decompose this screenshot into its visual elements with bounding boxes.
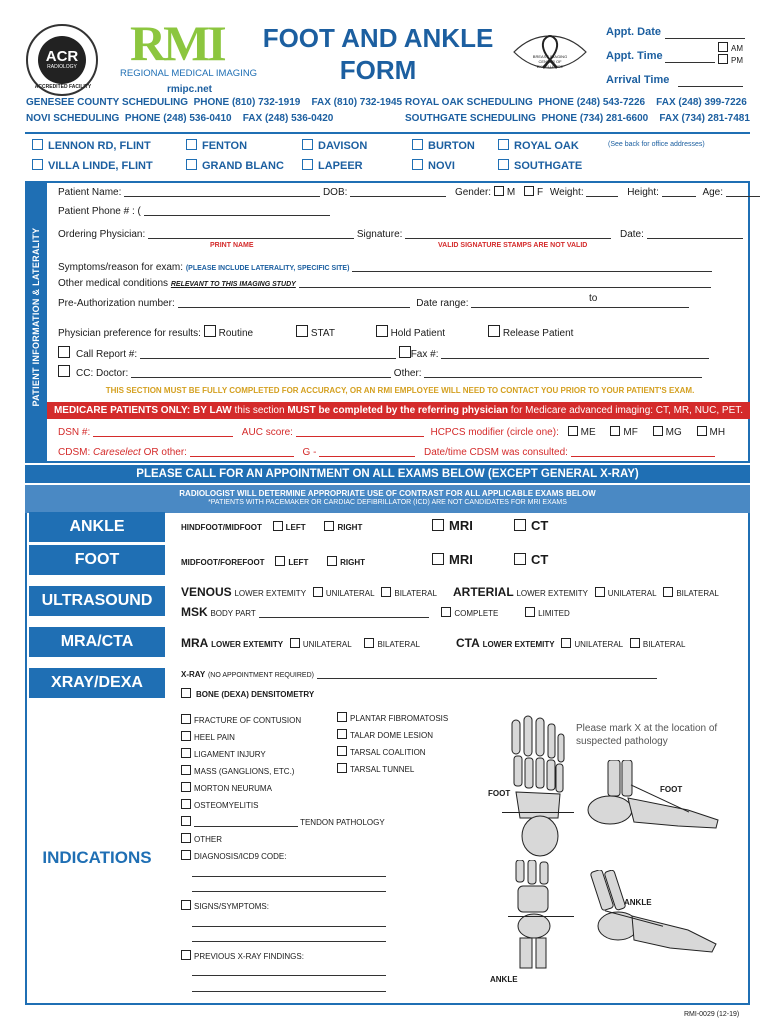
ankle-mri-label: MRI [449,518,473,533]
ankle-xray-lateral[interactable] [578,870,728,960]
foot-section-label: FOOT [29,545,165,575]
website[interactable]: rmipc.net [167,84,213,95]
mg-label: MG [665,427,682,438]
date-range-label: Date range: [416,298,469,309]
medicare-c: MUST be completed by the referring physician [287,405,508,416]
am-checkbox[interactable] [718,42,728,52]
preauth-label: Pre-Authorization number: [58,298,175,309]
preauth-field[interactable] [178,297,410,308]
symptoms-field[interactable] [352,261,712,272]
cta-label: CTA [456,636,480,650]
foot-left-checkbox[interactable] [275,556,285,566]
patient-name-row [58,186,760,198]
location-davison[interactable] [302,139,367,152]
arterial-bilateral-label: BILATERAL [676,589,719,598]
bone-label: BONE (DEXA) DENSITOMETRY [196,690,315,699]
call-report-field[interactable] [140,348,396,359]
ankle-ct-checkbox[interactable] [514,519,526,531]
cta-unilateral-checkbox[interactable] [561,638,571,648]
ribbon-badge [510,30,590,74]
other-checkbox[interactable] [181,833,191,843]
complete-label: COMPLETE [454,609,499,618]
lennon-checkbox[interactable] [32,139,43,150]
fenton-checkbox[interactable] [186,139,197,150]
xray-label: X-RAY [181,670,206,679]
indication-item[interactable] [181,782,385,799]
ankle-right-label: RIGHT [337,523,363,532]
burton-checkbox[interactable] [412,139,423,150]
dob-field[interactable] [350,186,446,197]
mh-label: MH [709,427,726,438]
other-item[interactable] [181,833,385,850]
cdsm-label: CDSM: [58,447,91,458]
cdsm-row [58,446,715,458]
contrast-banner [25,485,750,513]
location-label: NOVI [428,160,455,172]
acr-sub-text: RADIOLOGY [47,64,77,70]
location-label: DAVISON [318,140,368,152]
call-report-row [58,346,709,360]
ankle-left-label: LEFT [285,523,306,532]
location-burton[interactable] [412,139,475,152]
foot-lateral-illustration [578,760,728,840]
venous-bilateral-label: BILATERAL [394,589,437,598]
cc-field[interactable] [131,367,391,378]
diagnosis-checkbox[interactable] [181,850,191,860]
mra-lower-ext: LOWER EXTEMITY [211,640,284,649]
foot-label-2: FOOT [660,785,683,794]
indication-label: MASS (GANGLIONS, ETC.) [194,767,295,776]
arterial-unilateral-checkbox[interactable] [595,587,605,597]
arterial-lower-ext: LOWER EXTEMITY [516,589,589,598]
cta-bilateral-checkbox[interactable] [630,638,640,648]
location-label: SOUTHGATE [514,160,583,172]
pm-label: PM [731,56,743,65]
ankle-mri-option[interactable] [432,518,473,533]
indication-checkbox[interactable] [337,763,347,773]
hindfoot-label: HINDFOOT/MIDFOOT [181,523,262,532]
other-cond-field[interactable] [299,277,711,288]
rmi-logo [118,14,258,84]
body-part-field[interactable] [259,607,429,618]
prev-xray-line-1[interactable] [192,975,386,976]
venous-bilateral-checkbox[interactable] [381,587,391,597]
ultrasound-section-label: ULTRASOUND [29,586,165,616]
msk-label: MSK [181,605,208,619]
preference-label: Physician preference for results: [58,328,201,339]
rmi-logo-text: RMI [130,15,224,71]
indication-item[interactable] [337,746,448,763]
limited-checkbox[interactable] [525,607,535,617]
g-field[interactable] [319,446,415,457]
locations-note: (See back for office addresses) [608,141,705,148]
age-label: Age: [702,187,724,198]
ordering-label: Ordering Physician: [58,229,146,240]
fax-label: Fax #: [410,349,439,360]
location-label: LAPEER [318,160,363,172]
ankle-xray-dorsal[interactable] [502,860,572,970]
villa-linde-checkbox[interactable] [32,159,43,170]
medicare-b: this section [231,405,288,416]
location-fenton[interactable] [186,139,247,152]
pacemaker-text: *PATIENTS WITH PACEMAKER OR CARDIAC DEFIBRILLATOR (ICD) ARE NOT CANDIDATES FOR MRI EXAMS [208,499,567,506]
signature-label: Signature: [356,229,403,240]
lapeer-checkbox[interactable] [302,159,313,170]
indication-label: PLANTAR FIBROMATOSIS [350,714,449,723]
location-novi[interactable] [412,159,455,172]
indication-label: TARSAL COALITION [350,748,426,757]
foot-bones-illustration [502,714,572,860]
acr-logo-text: ACR [45,48,79,65]
southgate-checkbox[interactable] [498,159,509,170]
form-code: RMI-0029 (12-19) [684,1011,740,1018]
call-report-checkbox[interactable] [58,346,70,358]
gender-m-label: M [506,187,516,198]
gender-f-checkbox[interactable] [524,186,534,196]
indication-checkbox[interactable] [181,731,191,741]
ankle-left-checkbox[interactable] [273,521,283,531]
am-option[interactable] [718,42,743,53]
location-label: LENNON RD, FLINT [48,140,151,152]
foot-right-label: RIGHT [340,558,365,567]
signs-line-2[interactable] [192,941,386,942]
prev-xray-item[interactable] [181,950,304,961]
dsn-row [58,426,725,438]
ankle-row [181,521,362,533]
ankle-bones-illustration [502,860,572,970]
foot-right-checkbox[interactable] [327,556,337,566]
no-appt-label: (NO APPOINTMENT REQUIRED) [207,672,314,679]
location-label: VILLA LINDE, FLINT [48,160,153,172]
weight-label: Weight: [549,187,584,198]
mf-checkbox[interactable] [610,426,620,436]
routine-label: Routine [218,328,254,339]
pm-option[interactable] [718,54,743,65]
signs-item[interactable] [181,900,269,911]
arrival-time-field[interactable] [678,76,743,87]
location-lapeer[interactable] [302,159,363,172]
tendon-field[interactable] [194,816,298,827]
arrival-time-label: Arrival Time [606,74,670,86]
preference-row [58,325,573,339]
careselect-label: Careselect [93,447,141,458]
height-label: Height: [627,187,659,198]
indication-checkbox[interactable] [181,714,191,724]
location-lennon[interactable] [32,139,151,152]
date-field[interactable] [647,228,743,239]
indication-checkbox[interactable] [181,748,191,758]
other-cond-row [58,277,711,289]
hcpcs-label: HCPCS modifier (circle one): [430,427,559,438]
prev-xray-checkbox[interactable] [181,950,191,960]
me-label: ME [580,427,596,438]
mra-bilateral-checkbox[interactable] [364,638,374,648]
indication-label: TARSAL TUNNEL [350,765,415,774]
body-part-label: BODY PART [210,609,256,618]
foot-ct-label: CT [531,552,549,567]
venous-lower-ext: LOWER EXTEMITY [234,589,307,598]
ribbon-text: BREAST IMAGING CENTER OF EXCELLENCE [532,54,568,69]
dsn-label: DSN #: [58,427,91,438]
gender-m-checkbox[interactable] [494,186,504,196]
mra-bilateral-label: BILATERAL [377,640,420,649]
ankle-right-checkbox[interactable] [324,521,334,531]
cdsm-date-label: Date/time CDSM was consulted: [423,447,568,458]
cc-row [58,365,702,379]
indication-checkbox[interactable] [181,799,191,809]
indications-right-list [337,712,448,780]
midfoot-label: MIDFOOT/FOREFOOT [181,558,265,567]
indication-checkbox[interactable] [337,746,347,756]
form-title-line2: FORM [339,55,417,85]
date-range-field[interactable] [471,297,689,308]
foot-row [181,556,365,568]
msk-row [181,605,570,619]
location-royal-oak[interactable] [498,139,579,152]
indication-label: MORTON NEURUMA [194,784,272,793]
indication-item[interactable] [337,729,448,746]
g-label: G - [302,447,317,458]
foot-marker-line-1 [502,812,574,813]
foot-xray-lateral[interactable] [578,760,728,840]
mra-unilateral-checkbox[interactable] [290,638,300,648]
cta-unilateral-label: UNILATERAL [574,640,624,649]
pm-checkbox[interactable] [718,54,728,64]
ankle-label-2: ANKLE [624,898,652,907]
venous-unilateral-label: UNILATERAL [325,589,375,598]
release-checkbox[interactable] [488,325,500,337]
diagnosis-item[interactable] [181,850,385,867]
tendon-item[interactable] [181,816,385,833]
weight-field[interactable] [586,186,618,197]
form-title [262,22,494,86]
mh-checkbox[interactable] [697,426,707,436]
signs-checkbox[interactable] [181,900,191,910]
patient-name-label: Patient Name: [58,187,122,198]
stat-label: STAT [310,328,335,339]
venous-unilateral-checkbox[interactable] [313,587,323,597]
tendon-label: TENDON PATHOLOGY [300,818,385,827]
prev-xray-label: PREVIOUS X-RAY FINDINGS: [194,952,304,961]
mark-note: Please mark X at the location of suspected pathology [576,723,718,747]
fax-field[interactable] [441,348,709,359]
xray-dexa-section-label: XRAY/DEXA [29,668,165,698]
arterial-label: ARTERIAL [453,585,514,599]
gender-label: Gender: [454,187,492,198]
stat-checkbox[interactable] [296,325,308,337]
ankle-lateral-illustration [578,870,728,960]
davison-checkbox[interactable] [302,139,313,150]
me-checkbox[interactable] [568,426,578,436]
cc-other-label: Other: [393,368,422,379]
foot-ct-checkbox[interactable] [514,553,526,565]
mra-cta-section-label: MRA/CTA [29,627,165,657]
genesee-scheduling: GENESEE COUNTY SCHEDULING PHONE (810) 732-1919 FAX (810) 732-1945 [26,97,403,108]
symptoms-label: Symptoms/reason for exam: [58,262,184,273]
height-field[interactable] [662,186,696,197]
ankle-ct-label: CT [531,518,549,533]
am-label: AM [731,44,743,53]
call-banner: PLEASE CALL FOR AN APPOINTMENT ON ALL EXAMS BELOW (EXCEPT GENERAL X-RAY) [25,465,750,483]
location-label: ROYAL OAK [514,140,579,152]
diagnosis-label: DIAGNOSIS/ICD9 CODE: [194,852,287,861]
other-cond-note: RELEVANT TO THIS IMAGING STUDY [170,281,296,288]
xray-row [181,668,657,680]
foot-label-1: FOOT [488,789,511,798]
appt-date-label: Appt. Date [606,26,661,38]
royal-oak-scheduling: ROYAL OAK SCHEDULING PHONE (248) 543-7226 FAX (248) 399-7226 [405,97,747,108]
hold-checkbox[interactable] [376,325,388,337]
arterial-bilateral-checkbox[interactable] [663,587,673,597]
valid-sig-note: VALID SIGNATURE STAMPS ARE NOT VALID [438,242,588,249]
ordering-field[interactable] [148,228,354,239]
foot-ct-option[interactable] [514,552,548,567]
fax-checkbox[interactable] [399,346,411,358]
foot-mri-option[interactable] [432,552,473,567]
cc-label: CC: Doctor: [76,368,129,379]
grand-blanc-checkbox[interactable] [186,159,197,170]
hold-label: Hold Patient [390,328,446,339]
cdsm-date-field[interactable] [571,446,715,457]
cta-bilateral-label: BILATERAL [642,640,686,649]
novi-checkbox[interactable] [412,159,423,170]
print-name-note: PRINT NAME [210,242,254,249]
appt-time-field[interactable] [665,52,715,63]
indication-checkbox[interactable] [337,712,347,722]
symptoms-note: (PLEASE INCLUDE LATERALITY, SPECIFIC SITE) [185,265,350,272]
location-grand-blanc[interactable] [186,159,284,172]
indication-checkbox[interactable] [181,782,191,792]
royal-oak-checkbox[interactable] [498,139,509,150]
auc-label: AUC score: [241,427,293,438]
arterial-row [453,585,719,599]
patient-name-field[interactable] [124,186,320,197]
diagnosis-line-2[interactable] [192,891,386,892]
mra-row [181,636,420,650]
mg-checkbox[interactable] [653,426,663,436]
diagnosis-line-1[interactable] [192,876,386,877]
complete-checkbox[interactable] [441,607,451,617]
cdsm-other-field[interactable] [190,446,294,457]
signature-field[interactable] [405,228,611,239]
cta-row [456,636,685,650]
foot-left-label: LEFT [288,558,309,567]
indication-checkbox[interactable] [337,729,347,739]
limited-label: LIMITED [538,609,570,618]
mf-label: MF [623,427,638,438]
location-label: GRAND BLANC [202,160,284,172]
xray-field[interactable] [317,668,657,679]
cc-other-field[interactable] [424,367,702,378]
ankle-marker-line-1 [508,916,574,917]
indication-label: OSTEOMYELITIS [194,801,259,810]
patient-phone-row [58,205,330,217]
indication-label: LIGAMENT INJURY [194,750,266,759]
mra-unilateral-label: UNILATERAL [302,640,352,649]
appt-date-field[interactable] [665,28,745,39]
indication-label: FRACTURE OF CONTUSION [194,716,302,725]
appt-time-label: Appt. Time [606,50,663,62]
medicare-banner [47,402,750,419]
indication-item[interactable] [181,799,385,816]
contrast-text: RADIOLOGIST WILL DETERMINE APPROPRIATE USE OF CONTRAST FOR ALL APPLICABLE EXAMS BELOW [179,489,596,498]
ordering-row [58,228,743,240]
other-cond-label: Other medical conditions [58,278,169,289]
other-label: OTHER [194,835,222,844]
patient-info-box [25,181,750,463]
venous-row [181,585,437,599]
dob-label: DOB: [322,187,348,198]
ankle-ct-option[interactable] [514,518,548,533]
medicare-a: MEDICARE PATIENTS ONLY: BY LAW [53,405,232,416]
acr-logo [26,24,98,96]
signs-label: SIGNS/SYMPTOMS: [194,902,269,911]
venous-label: VENOUS [181,585,232,599]
indication-item[interactable] [337,763,448,780]
auc-field[interactable] [296,426,424,437]
gender-f-label: F [537,187,544,198]
warning-text: THIS SECTION MUST BE FULLY COMPLETED FOR ACCURACY, OR AN RMI EMPLOYEE WILL NEED TO CONTACT YOU PRIOR TO YOUR PATIENT'S EXAM. [105,386,695,395]
location-villa-linde[interactable] [32,159,153,172]
foot-xray-dorsal[interactable] [502,714,572,860]
signs-line-1[interactable] [192,926,386,927]
rmi-tagline: REGIONAL MEDICAL IMAGING [120,68,258,79]
date-label: Date: [619,229,644,240]
ankle-label-1: ANKLE [490,975,518,984]
cta-lower-ext: LOWER EXTEMITY [482,640,555,649]
medicare-d: for Medicare advanced imaging: CT, MR, NUC, PET. [507,405,744,416]
location-label: BURTON [428,140,475,152]
ankle-section-label: ANKLE [29,512,165,542]
arterial-unilateral-label: UNILATERAL [607,589,657,598]
age-field[interactable] [726,186,760,197]
southgate-scheduling: SOUTHGATE SCHEDULING PHONE (734) 281-6600 FAX (734) 281-7481 [405,113,750,124]
indication-checkbox[interactable] [181,765,191,775]
bone-row [181,688,314,700]
bone-checkbox[interactable] [181,688,191,698]
location-label: FENTON [202,140,248,152]
call-report-label: Call Report #: [76,349,138,360]
cc-checkbox[interactable] [58,365,70,377]
date-range-to: to [589,293,598,304]
indications-section-label: INDICATIONS [42,848,152,867]
symptoms-row [58,261,712,273]
foot-mri-label: MRI [449,552,473,567]
tendon-checkbox[interactable] [181,816,191,826]
prev-xray-line-2[interactable] [192,991,386,992]
novi-scheduling: NOVI SCHEDULING PHONE (248) 536-0410 FAX (248) 536-0420 [26,113,334,124]
form-title-line1: FOOT AND ANKLE [262,23,494,53]
dsn-field[interactable] [93,426,233,437]
foot-mri-checkbox[interactable] [432,553,444,565]
mra-label: MRA [181,636,209,650]
patient-phone-label: Patient Phone # : ( [58,206,141,217]
location-southgate[interactable] [498,159,582,172]
or-other-label: OR other: [140,447,187,458]
ankle-mri-checkbox[interactable] [432,519,444,531]
patient-phone-field[interactable] [144,205,330,216]
indication-item[interactable] [337,712,448,729]
acr-ring-text: ACCREDITED FACILITY [34,84,92,90]
patient-side-label: PATIENT INFORMATION & LATERALITY [31,227,41,407]
release-label: Release Patient [502,328,574,339]
routine-checkbox[interactable] [204,325,216,337]
indication-label: TALAR DOME LESION [350,731,433,740]
indication-label: HEEL PAIN [194,733,235,742]
